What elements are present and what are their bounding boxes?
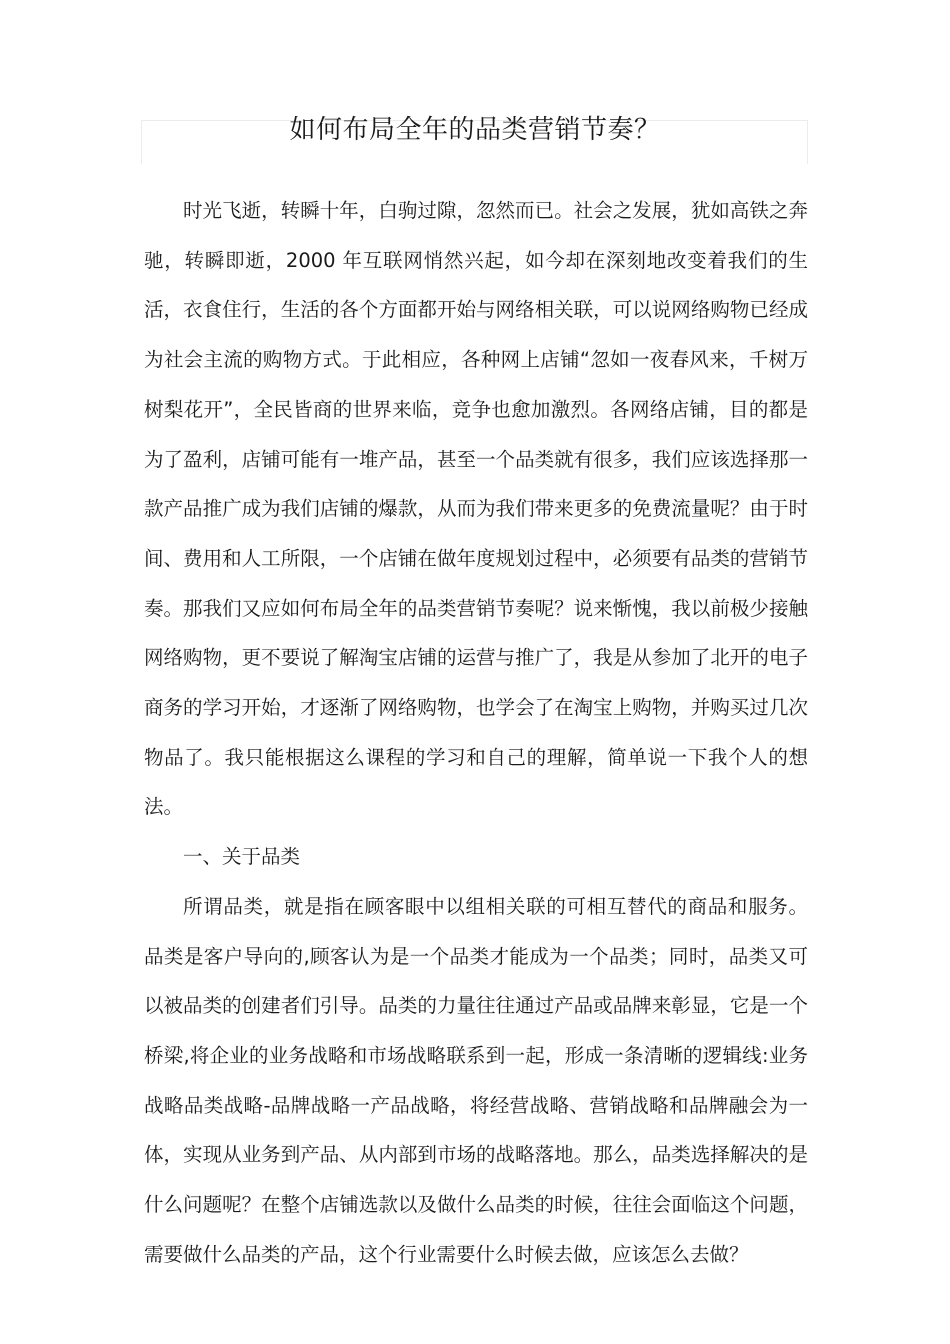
- paragraph-category-definition: 所谓品类，就是指在顾客眼中以组相关联的可相互替代的商品和服务。 品类是客户导向的,顾客认为是一个品类才能成为一个品类；同时，品类又可以被品类的创建者们引导。品类的力量往往通过产品或品牌来彰显，它是一个桥梁,将企业的业务战略和市场战略联系到一起，形成一条清晰的逻辑线:业务战略品类战略-品牌战略一产品战略，将经营战略、营销战略和品牌融会为一体，实现从业务到产品、从内部到市场的战略落地。那么，品类选择解决的是什么问题呢？在整个店铺选款以及做什么品类的时候，往往会面临这个问题，需要做什么品类的产品，这个行业需要什么时候去做，应该怎么去做？: [144, 894, 808, 1266]
- section-heading-category: 一、关于品类: [183, 845, 301, 869]
- document-body: [144, 186, 808, 1279]
- document-title: 如何布局全年的品类营销节奏？: [289, 115, 661, 145]
- paragraph-intro: 时光飞逝，转瞬十年，白驹过隙，忽然而已。社会之发展，犹如高铁之奔驰，转瞬即逝，2000 年互联网悄然兴起，如今却在深刻地改变着我们的生活，衣食住行，生活的各个方面都开始与网络相关联，可以说网络购物已经成为社会主流的购物方式。于此相应，各种网上店铺“忽如一夜春风来，千树万树梨花开”，全民皆商的世界来临，竞争也愈加激烈。各网络店铺，目的都是为了盈利，店铺可能有一堆产品，甚至一个品类就有很多，我们应该选择那一款产品推广成为我们店铺的爆款，从而为我们带来更多的免费流量呢？由于时间、费用和人工所限，一个店铺在做年度规划过程中，必须要有品类的营销节奏。那我们又应如何布局全年的品类营销节奏呢？说来惭愧，我以前极少接触网络购物，更不要说了解淘宝店铺的运营与推广了，我是从参加了北开的电子商务的学习开始，才逐渐了网络购物，也学会了在淘宝上购物，并购买过几次物品了。我只能根据这么课程的学习和自己的理解，简单说一下我个人的想法。: [144, 199, 808, 819]
